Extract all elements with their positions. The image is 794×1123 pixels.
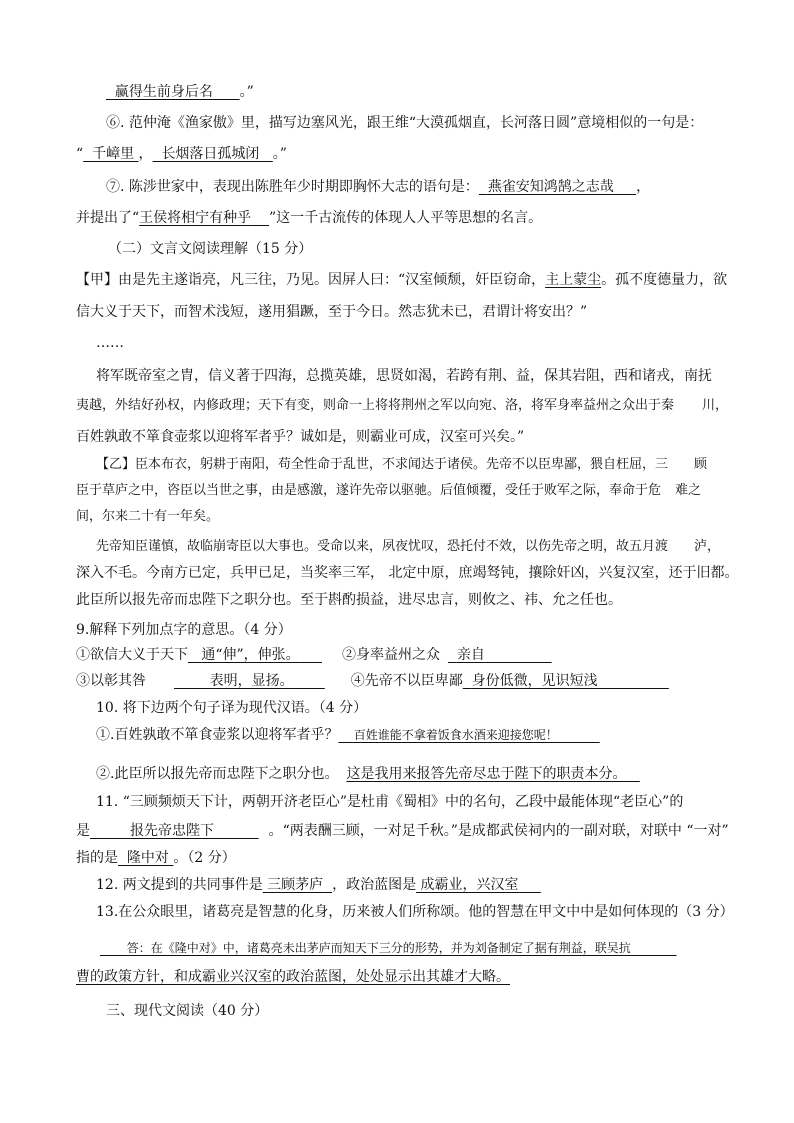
answer-blank: 王侯将相宁有种乎 [139, 210, 252, 226]
passage-jia: 百姓孰敢不箪食壶浆以迎将军者乎？诚如是，则霸业可成，汉室可兴矣。” [76, 429, 525, 445]
answer-blank: 赢得生前身后名 [114, 84, 213, 100]
section-heading: （二）文言文阅读理解（15 分） [108, 241, 313, 257]
poem-answer-line: 赢得生前身后名 。” [106, 83, 254, 101]
question-13-answer [76, 968, 510, 986]
passage-jia: 夷越，外结好孙权，内修政理；天下有变，则命一上将将荆州之军以向宛、洛，将军身率益州之众出于秦 川， [76, 398, 729, 413]
question-11-cont: 是 报先帝忠陛下 。“两表酬三顾，一对足千秋。”是成都武侯祠内的一副对联，对联中 “一对” [76, 823, 729, 839]
question-10: 10. 将下边两个句子译为现代汉语。（4 分） [96, 700, 368, 716]
question-9-row: ③以彰其咎 表明，显扬。 ④先帝不以臣卑鄙 身份低微，见识短浅 [76, 672, 669, 690]
answer-blank: 千嶂里 [92, 146, 135, 162]
answer-blank: 隆中对 [126, 850, 169, 866]
question-13-answer [100, 939, 677, 957]
question-13: 13.在公众眼里，诸葛亮是智慧的化身，历来被人们所称颂。他的智慧在甲文中中是如何体现的（3 分） [96, 904, 734, 920]
answer-blank: 表明，显扬。 [209, 673, 294, 689]
answer-blank: 报先帝忠陛下 [130, 823, 215, 839]
answer-blank: 曹的政策方针，和成霸业兴汉室的政治蓝图，处处显示出其雄才大略。 [76, 969, 510, 985]
passage-yi: 先帝知臣谨慎，故临崩寄臣以大事也。受命以来，夙夜忧叹，恐托付不效，以伤先帝之明，故五月渡 泸， [96, 539, 721, 554]
passage-yi: 间，尔来二十有一年矣。 [76, 509, 220, 524]
answer-blank: 百姓谁能不拿着饭食水酒来迎接您呢！ [353, 728, 558, 742]
answer-blank: 燕雀安知鸿鹄之志哉 [487, 179, 614, 195]
passage-jia: 【甲】由是先主遂诣亮，凡三往，乃见。因屏人曰：“汉室倾颓，奸臣窃命，主上蒙尘。孤不度德量力，欲 [76, 272, 728, 288]
answer-blank: 答：在《隆中对》中，诸葛亮未出茅庐而知天下三分的形势，并为刘备制定了据有荆益，联吴抗 [126, 941, 631, 955]
underlined-phrase: 主上蒙尘 [545, 272, 602, 288]
question-6: ⑥. 范仲淹《渔家傲》里，描写边塞风光，跟王维“大漠孤烟直，长河落日圆”意境相似的一句是： [106, 115, 704, 131]
question-9-row: ①欲信大义于天下 通“伸”，伸张。 ②身率益州之众 亲自 [76, 646, 552, 664]
question-6-answer: “ 千嶂里 ， 长烟落日孤城闭 。” [76, 146, 287, 162]
question-7: ⑦. 陈涉世家中，表现出陈胜年少时期即胸怀大志的语句是： 燕雀安知鸿鹄之志哉 ， [106, 179, 651, 195]
answer-blank: 亲自 [456, 647, 485, 663]
question-11-cont: 指的是 隆中对 。（2 分） [76, 850, 236, 866]
passage-jia: 信大义于天下，而智术浅短，遂用猖蹶，至于今日。然志犹未已，君谓计将安出？” [76, 304, 588, 320]
answer-blank: 这是我用来报答先帝尽忠于陛下的职责本分。 [346, 766, 627, 782]
passage-yi: 深入不毛。今南方已定，兵甲已足，当奖率三军， 北定中原，庶竭驽钝，攘除奸凶，兴复汉室，还于旧都。 [76, 565, 739, 581]
answer-blank: 长烟落日孤城闭 [161, 146, 260, 162]
question-11: 11. “三顾频烦天下计，两朝开济老臣心”是杜甫《蜀相》中的名句，乙段中最能体现“老臣心”的 [96, 794, 684, 810]
passage-yi: 臣于草庐之中，咨臣以当世之事，由是感激，遂许先帝以驱驰。后值倾覆，受任于败军之际，奉命于危 难之 [76, 483, 702, 498]
answer-blank: 身份低微，见识短浅 [471, 673, 598, 689]
section-heading: 三、现代文阅读（40 分） [106, 1003, 269, 1019]
ellipsis: …… [96, 335, 124, 351]
question-7-cont: 并提出了“王侯将相宁有种乎 ”这一千古流传的体现人人平等思想的名言。 [76, 210, 543, 226]
question-12: 12. 两文提到的共同事件是 三顾茅庐 ，政治蓝图是 成霸业，兴汉室 [96, 876, 541, 894]
passage-jia: 将军既帝室之胄，信义著于四海，总揽英雄，思贤如渴，若跨有荆、益，保其岩阻，西和诸戎，南抚 [96, 368, 712, 384]
passage-yi: 此臣所以报先帝而忠陛下之职分也。至于斟酌损益，进尽忠言，则攸之、祎、允之任也。 [76, 592, 622, 608]
question-10-1: ①.百姓孰敢不箪食壶浆以迎将军者乎？ 百姓谁能不拿着饭食水酒来迎接您呢！ [96, 726, 600, 744]
answer-blank: 三顾茅庐 [267, 877, 324, 893]
answer-blank: 通“伸”，伸张。 [201, 647, 300, 663]
question-9: 9.解释下列加点字的意思。（4 分） [76, 622, 292, 638]
answer-blank: 成霸业，兴汉室 [420, 877, 519, 893]
passage-yi: 【乙】臣本布衣，躬耕于南阳，苟全性命于乱世，不求闻达于诸侯。先帝不以臣卑鄙，猥自枉屈，三 顾 [96, 457, 708, 472]
question-10-2: ②.此臣所以报先帝而忠陛下之职分也。 这是我用来报答先帝尽忠于陛下的职责本分。 [96, 765, 640, 783]
